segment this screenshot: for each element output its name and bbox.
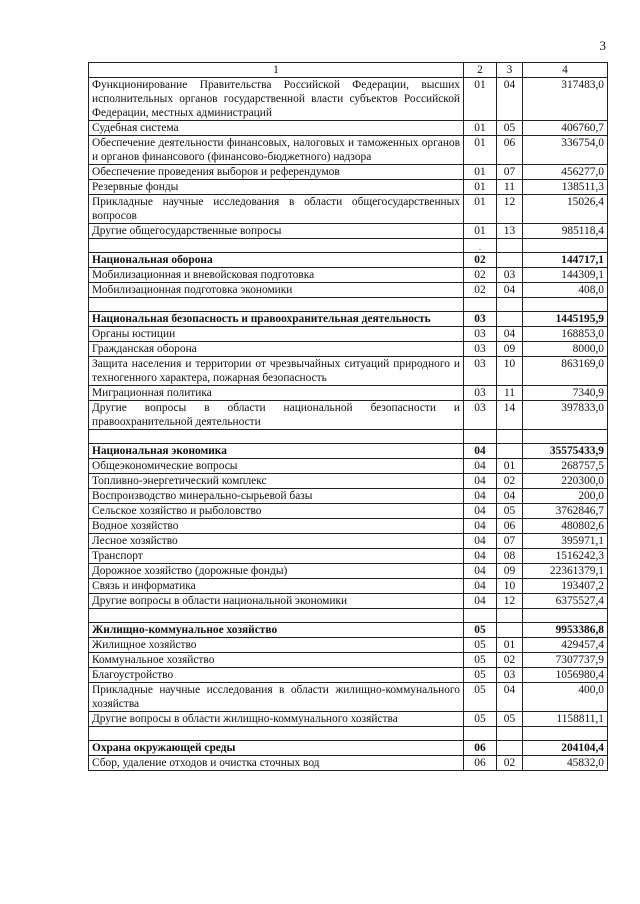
table-row: [89, 756, 608, 771]
row-section-code-cell: 04: [464, 459, 497, 474]
table-row: [89, 519, 608, 534]
row-section-code-cell: 04: [464, 549, 497, 564]
row-name-cell: Транспорт: [89, 549, 464, 564]
row-subsection-code-cell: 02: [497, 756, 523, 771]
budget-table: [88, 62, 608, 771]
table-row: [89, 165, 608, 180]
row-name-cell: Общеэкономические вопросы: [89, 459, 464, 474]
row-name-cell: Топливно-энергетический комплекс: [89, 474, 464, 489]
row-section-code-cell: 05: [464, 653, 497, 668]
row-amount-cell: 406760,7: [523, 121, 608, 136]
row-subsection-code-cell: 02: [497, 474, 523, 489]
table-row: [89, 224, 608, 239]
spacer-cell: [523, 727, 608, 741]
row-name-cell: Охрана окружающей среды: [89, 741, 464, 756]
row-subsection-code-cell: [497, 623, 523, 638]
row-name-cell: Судебная система: [89, 121, 464, 136]
row-name-cell: Национальная безопасность и правоохранительная деятельность: [89, 312, 464, 327]
row-section-code-cell: 04: [464, 534, 497, 549]
row-subsection-code-cell: 02: [497, 653, 523, 668]
row-amount-cell: 3762846,7: [523, 504, 608, 519]
row-amount-cell: 395971,1: [523, 534, 608, 549]
table-row: [89, 638, 608, 653]
section-row: [89, 312, 608, 327]
row-amount-cell: 168853,0: [523, 327, 608, 342]
row-name-cell: Дорожное хозяйство (дорожные фонды): [89, 564, 464, 579]
row-amount-cell: 1445195,9: [523, 312, 608, 327]
table-row: [89, 534, 608, 549]
row-name-cell: Защита населения и территории от чрезвычайных ситуаций природного и техногенного характера, пожарная безопасность: [89, 357, 464, 386]
row-amount-cell: 6375527,4: [523, 594, 608, 609]
row-section-code-cell: 01: [464, 78, 497, 121]
row-name-cell: Мобилизационная подготовка экономики: [89, 283, 464, 298]
spacer-cell: [89, 609, 464, 623]
table-row: [89, 594, 608, 609]
row-name-cell: Прикладные научные исследования в области жилищно-коммунального хозяйства: [89, 683, 464, 712]
row-subsection-code-cell: 11: [497, 386, 523, 401]
row-section-code-cell: 02: [464, 268, 497, 283]
table-header-row: [89, 63, 608, 78]
table-spacer-row: [89, 298, 608, 312]
table-row: [89, 136, 608, 165]
row-section-code-cell: 04: [464, 519, 497, 534]
row-section-code-cell: 05: [464, 683, 497, 712]
row-subsection-code-cell: 04: [497, 489, 523, 504]
table-row: [89, 386, 608, 401]
row-section-code-cell: 01: [464, 195, 497, 224]
table-row: [89, 668, 608, 683]
row-amount-cell: 1158811,1: [523, 712, 608, 727]
row-name-cell: Другие вопросы в области жилищно-коммунального хозяйства: [89, 712, 464, 727]
table-row: [89, 121, 608, 136]
row-subsection-code-cell: 06: [497, 519, 523, 534]
row-subsection-code-cell: [497, 312, 523, 327]
table-row: [89, 564, 608, 579]
row-section-code-cell: 04: [464, 444, 497, 459]
table-row: [89, 459, 608, 474]
row-section-code-cell: 02: [464, 253, 497, 268]
row-subsection-code-cell: 04: [497, 683, 523, 712]
row-name-cell: Резервные фонды: [89, 180, 464, 195]
spacer-cell: [464, 298, 497, 312]
row-section-code-cell: 02: [464, 283, 497, 298]
row-amount-cell: 863169,0: [523, 357, 608, 386]
row-name-cell: Жилищно-коммунальное хозяйство: [89, 623, 464, 638]
row-name-cell: Сбор, удаление отходов и очистка сточных вод: [89, 756, 464, 771]
row-name-cell: Обеспечение деятельности финансовых, налоговых и таможенных органов и органов финансового (финансово-бюджетного) надзора: [89, 136, 464, 165]
row-section-code-cell: 01: [464, 165, 497, 180]
table-row: [89, 283, 608, 298]
row-subsection-code-cell: [497, 741, 523, 756]
row-name-cell: Жилищное хозяйство: [89, 638, 464, 653]
table-row: [89, 78, 608, 121]
table-row: [89, 683, 608, 712]
row-amount-cell: 408,0: [523, 283, 608, 298]
row-amount-cell: 456277,0: [523, 165, 608, 180]
spacer-cell: [497, 727, 523, 741]
row-section-code-cell: 01: [464, 136, 497, 165]
row-section-code-cell: 01: [464, 224, 497, 239]
row-amount-cell: 268757,5: [523, 459, 608, 474]
spacer-cell: [89, 727, 464, 741]
row-amount-cell: 429457,4: [523, 638, 608, 653]
row-name-cell: Другие общегосударственные вопросы: [89, 224, 464, 239]
row-section-code-cell: 03: [464, 386, 497, 401]
row-section-code-cell: 03: [464, 401, 497, 430]
row-subsection-code-cell: 04: [497, 283, 523, 298]
spacer-cell: [523, 239, 608, 253]
spacer-cell: .: [464, 239, 497, 253]
spacer-cell: [464, 609, 497, 623]
section-row: [89, 253, 608, 268]
spacer-cell: [523, 430, 608, 444]
row-subsection-code-cell: 07: [497, 165, 523, 180]
row-name-cell: Обеспечение проведения выборов и референдумов: [89, 165, 464, 180]
row-amount-cell: 8000,0: [523, 342, 608, 357]
row-name-cell: Лесное хозяйство: [89, 534, 464, 549]
row-subsection-code-cell: 12: [497, 195, 523, 224]
row-amount-cell: 480802,6: [523, 519, 608, 534]
row-subsection-code-cell: 01: [497, 638, 523, 653]
row-subsection-code-cell: 11: [497, 180, 523, 195]
row-section-code-cell: 04: [464, 504, 497, 519]
table-row: [89, 357, 608, 386]
row-name-cell: Национальная оборона: [89, 253, 464, 268]
row-subsection-code-cell: 07: [497, 534, 523, 549]
row-subsection-code-cell: 04: [497, 327, 523, 342]
row-amount-cell: 200,0: [523, 489, 608, 504]
row-section-code-cell: 04: [464, 489, 497, 504]
spacer-cell: [464, 430, 497, 444]
page-number: 3: [599, 38, 606, 53]
row-subsection-code-cell: 03: [497, 668, 523, 683]
table-spacer-row: [89, 239, 608, 253]
row-subsection-code-cell: 14: [497, 401, 523, 430]
row-name-cell: Мобилизационная и вневойсковая подготовка: [89, 268, 464, 283]
row-amount-cell: 15026,4: [523, 195, 608, 224]
section-row: [89, 741, 608, 756]
spacer-cell: [497, 239, 523, 253]
row-section-code-cell: 03: [464, 357, 497, 386]
row-name-cell: Благоустройство: [89, 668, 464, 683]
row-section-code-cell: 03: [464, 312, 497, 327]
row-amount-cell: 45832,0: [523, 756, 608, 771]
row-name-cell: Другие вопросы в области национальной экономики: [89, 594, 464, 609]
table-row: [89, 401, 608, 430]
row-amount-cell: 7307737,9: [523, 653, 608, 668]
row-amount-cell: 144717,1: [523, 253, 608, 268]
row-amount-cell: 144309,1: [523, 268, 608, 283]
header-cell-name: 1: [89, 63, 464, 78]
table-spacer-row: [89, 727, 608, 741]
row-amount-cell: 35575433,9: [523, 444, 608, 459]
row-section-code-cell: 01: [464, 121, 497, 136]
row-amount-cell: 138511,3: [523, 180, 608, 195]
row-amount-cell: 1516242,3: [523, 549, 608, 564]
row-section-code-cell: 06: [464, 741, 497, 756]
row-section-code-cell: 05: [464, 623, 497, 638]
row-name-cell: Связь и информатика: [89, 579, 464, 594]
table-row: [89, 653, 608, 668]
row-subsection-code-cell: [497, 444, 523, 459]
table-spacer-row: [89, 430, 608, 444]
row-name-cell: Прикладные научные исследования в области общегосударственных вопросов: [89, 195, 464, 224]
row-amount-cell: 1056980,4: [523, 668, 608, 683]
row-subsection-code-cell: 05: [497, 121, 523, 136]
table-row: [89, 474, 608, 489]
table-spacer-row: [89, 609, 608, 623]
table-row: [89, 549, 608, 564]
row-amount-cell: 9953386,8: [523, 623, 608, 638]
table-row: [89, 268, 608, 283]
row-section-code-cell: 03: [464, 342, 497, 357]
header-cell-amount: 4: [523, 63, 608, 78]
row-amount-cell: 204104,4: [523, 741, 608, 756]
row-section-code-cell: 04: [464, 579, 497, 594]
table-row: [89, 579, 608, 594]
row-section-code-cell: 04: [464, 474, 497, 489]
row-section-code-cell: 05: [464, 712, 497, 727]
section-row: [89, 623, 608, 638]
spacer-cell: [89, 430, 464, 444]
row-subsection-code-cell: [497, 253, 523, 268]
header-cell-subsection: 3: [497, 63, 523, 78]
row-amount-cell: 220300,0: [523, 474, 608, 489]
row-section-code-cell: 01: [464, 180, 497, 195]
section-row: [89, 444, 608, 459]
spacer-cell: [497, 609, 523, 623]
row-subsection-code-cell: 05: [497, 712, 523, 727]
spacer-cell: [89, 239, 464, 253]
row-subsection-code-cell: 01: [497, 459, 523, 474]
row-name-cell: Другие вопросы в области национальной безопасности и правоохранительной деятельности: [89, 401, 464, 430]
table-row: [89, 712, 608, 727]
table-row: [89, 504, 608, 519]
row-amount-cell: 7340,9: [523, 386, 608, 401]
row-amount-cell: 317483,0: [523, 78, 608, 121]
row-section-code-cell: 04: [464, 564, 497, 579]
row-subsection-code-cell: 09: [497, 342, 523, 357]
row-subsection-code-cell: 10: [497, 579, 523, 594]
table-row: [89, 180, 608, 195]
spacer-cell: [464, 727, 497, 741]
spacer-cell: [497, 430, 523, 444]
table-row: [89, 489, 608, 504]
row-subsection-code-cell: 13: [497, 224, 523, 239]
row-name-cell: Гражданская оборона: [89, 342, 464, 357]
row-subsection-code-cell: 06: [497, 136, 523, 165]
row-name-cell: Органы юстиции: [89, 327, 464, 342]
row-amount-cell: 193407,2: [523, 579, 608, 594]
row-subsection-code-cell: 10: [497, 357, 523, 386]
table-row: [89, 327, 608, 342]
row-name-cell: Водное хозяйство: [89, 519, 464, 534]
row-section-code-cell: 05: [464, 668, 497, 683]
row-section-code-cell: 03: [464, 327, 497, 342]
row-section-code-cell: 05: [464, 638, 497, 653]
row-name-cell: Воспроизводство минерально-сырьевой базы: [89, 489, 464, 504]
row-amount-cell: 985118,4: [523, 224, 608, 239]
table-row: [89, 195, 608, 224]
row-amount-cell: 397833,0: [523, 401, 608, 430]
row-subsection-code-cell: 12: [497, 594, 523, 609]
row-amount-cell: 336754,0: [523, 136, 608, 165]
row-subsection-code-cell: 08: [497, 549, 523, 564]
row-amount-cell: 22361379,1: [523, 564, 608, 579]
row-name-cell: Национальная экономика: [89, 444, 464, 459]
row-subsection-code-cell: 03: [497, 268, 523, 283]
header-cell-section: 2: [464, 63, 497, 78]
row-name-cell: Миграционная политика: [89, 386, 464, 401]
row-subsection-code-cell: 09: [497, 564, 523, 579]
table-row: [89, 342, 608, 357]
row-section-code-cell: 04: [464, 594, 497, 609]
row-name-cell: Коммунальное хозяйство: [89, 653, 464, 668]
row-subsection-code-cell: 04: [497, 78, 523, 121]
spacer-cell: [523, 298, 608, 312]
row-amount-cell: 400,0: [523, 683, 608, 712]
row-name-cell: Функционирование Правительства Российской Федерации, высших исполнительных органов государственной власти субъектов Российской Федерации, местных администраций: [89, 78, 464, 121]
row-subsection-code-cell: 05: [497, 504, 523, 519]
spacer-cell: [89, 298, 464, 312]
row-name-cell: Сельское хозяйство и рыболовство: [89, 504, 464, 519]
spacer-cell: [523, 609, 608, 623]
row-section-code-cell: 06: [464, 756, 497, 771]
spacer-cell: [497, 298, 523, 312]
